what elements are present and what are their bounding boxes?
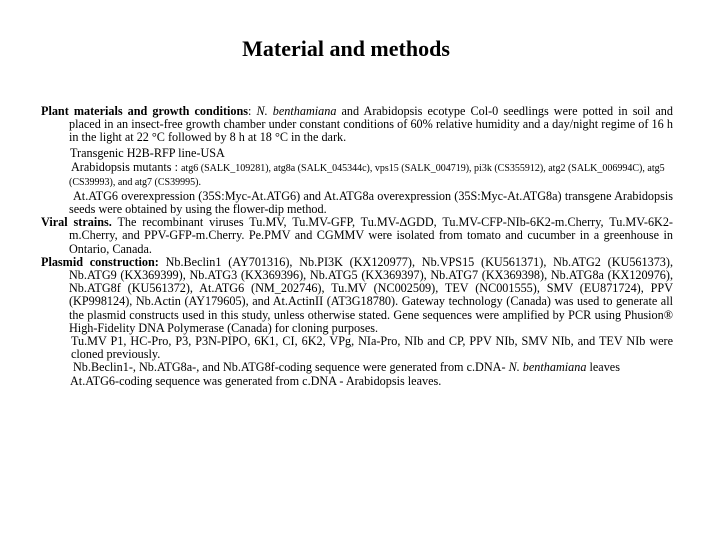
viral-strains-paragraph — [41, 216, 673, 256]
mutants-label: Arabidopsis mutants : — [71, 159, 182, 174]
arabidopsis-mutants — [41, 161, 673, 189]
viral-strains-heading: Viral strains. — [41, 215, 112, 230]
plasmid-construction-paragraph — [41, 256, 673, 335]
viral-strains-text: The recombinant viruses Tu.MV, Tu.MV-GFP, Tu.MV-ΔGDD, Tu.MV-CFP-NIb-6K2-m.Cherry, Tu.MV-6K2-m.Cherry, and PPV-GFP-m.Cherry. Pe.PMV and CGMMV were isolated from tomato and cucumber in a greenhouse in Ontario, Canada. — [69, 215, 673, 256]
plant-heading-separator: : — [248, 104, 257, 118]
methods-body — [41, 105, 673, 388]
plasmid-construction-text: Nb.Beclin1 (AY701316), Nb.PI3K (KX120977), Nb.VPS15 (KU561371), Nb.ATG2 (KU561373), Nb.ATG9 (KX369399), Nb.ATG3 (KX369396), Nb.ATG5 (KX369397), Nb.ATG7 (KX369398), Nb.ATG8a (KX120976), Nb.ATG8f (KU561372), At.ATG6 (NM_202746), Tu.MV (NC002509), TEV (NC001555), SMV (EU871724), PPV (KP998124), Nb.Actin (AY179605), and At.ActinII (AT3G18780). Gateway technology (Canada) was used to generate all the plasmid constructs used in this study, unless otherwise stated. Gene sequences were amplified by PCR using Phusion® High-Fidelity DNA Polymerase (Canada) for cloning purposes. — [69, 254, 673, 335]
cloned-genes-paragraph: Tu.MV P1, HC-Pro, P3, P3N-PIPO, 6K1, CI, 6K2, VPg, NIa-Pro, NIb and CP, PPV NIb, SMV NIb, and TEV NIb were cloned previously. — [71, 334, 673, 362]
plasmid-construction-heading: Plasmid construction: — [41, 254, 159, 269]
transgenic-line: Transgenic H2B-RFP line-USA — [70, 145, 225, 160]
plant-materials-heading: Plant materials and growth conditions — [41, 104, 249, 118]
mutants-list: atg6 (SALK_109281), atg8a (SALK_045344c), vps15 (SALK_004719), pi3k (CS355912), atg2 (SALK_006994C), atg5 (CS39993), and atg7 (CS39995). — [69, 162, 665, 188]
plant-materials-text: and Arabidopsis ecotype Col-0 seedlings were potted in soil and placed in an insect-free growth chamber under constant conditions of 60% relative humidity and a day/night regime of 16 h in the light at 22 °C followed by 8 h at 18 °C in the dark. — [69, 104, 673, 145]
plant-materials-paragraph — [41, 105, 673, 145]
beclin-text: Nb.Beclin1-, Nb.ATG8a-, and Nb.ATG8f-coding sequence were generated from c.DNA- — [73, 360, 509, 375]
plant-species: N. benthamiana — [256, 104, 337, 118]
beclin-species: N. benthamiana — [508, 360, 587, 375]
overexpression-paragraph: At.ATG6 overexpression (35S:Myc-At.ATG6) and At.ATG8a overexpression (35S:Myc-At.ATG8a) transgene Arabidopsis seeds were obtained by using the flower-dip method. — [69, 188, 673, 217]
beclin-paragraph — [41, 361, 673, 374]
atatg6-paragraph: At.ATG6-coding sequence was generated from c.DNA - Arabidopsis leaves. — [70, 373, 442, 388]
beclin-tail: leaves — [586, 360, 620, 375]
page-title: Material and methods — [242, 36, 450, 61]
